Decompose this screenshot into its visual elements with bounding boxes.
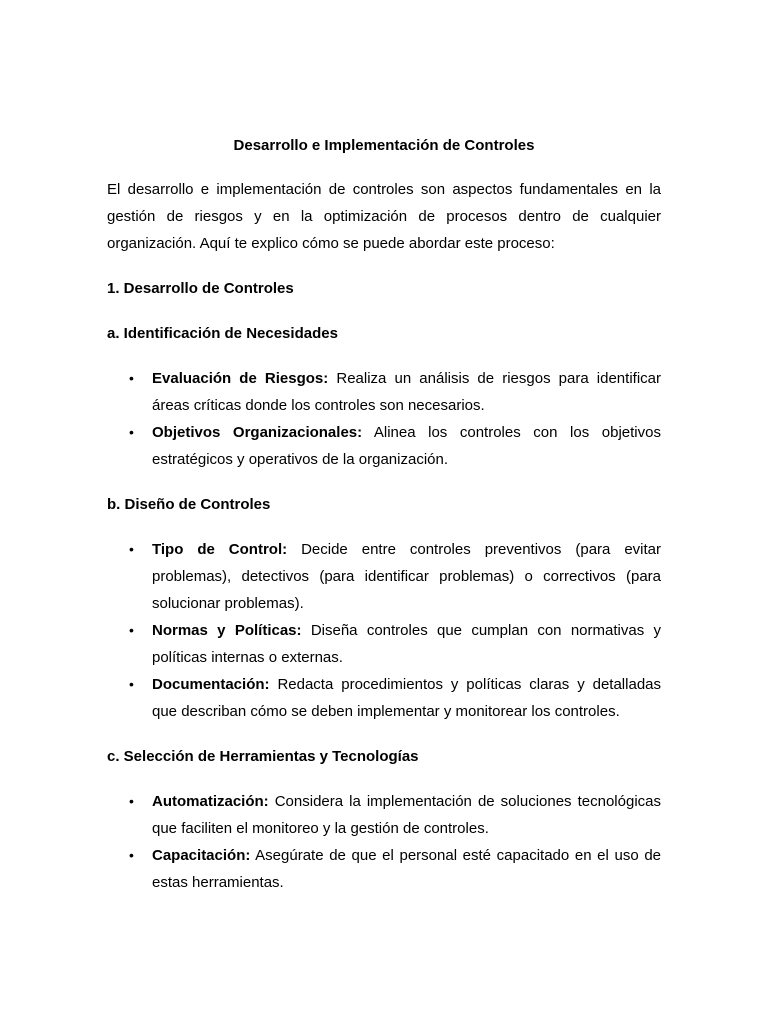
list-item-text: Redacta procedimientos y políticas claras y detalladas que describan cómo se deben implementar y monitorear los controles.	[152, 676, 661, 720]
bullet-icon: •	[129, 793, 134, 809]
list-item-text: Asegúrate de que el personal esté capacitado en el uso de estas herramientas.	[152, 847, 661, 891]
list-item-term: Normas y Políticas:	[152, 622, 302, 639]
list-item-term: Automatización:	[152, 793, 269, 810]
subsection-heading-identificacion: a. Identificación de Necesidades	[107, 325, 338, 342]
bullet-icon: •	[129, 370, 134, 386]
list-item	[107, 419, 661, 473]
bullet-icon: •	[129, 847, 134, 863]
list-item	[107, 536, 661, 617]
list-item	[107, 671, 661, 725]
document-title: Desarrollo e Implementación de Controles	[233, 137, 535, 154]
list-item-term: Tipo de Control:	[152, 541, 288, 558]
subsection-heading-diseno: b. Diseño de Controles	[107, 496, 271, 513]
list-item-text: Diseña controles que cumplan con normativas y políticas internas o externas.	[152, 622, 662, 666]
list-item-text: Realiza un análisis de riesgos para identificar áreas críticas donde los controles son necesarios.	[152, 370, 661, 414]
bullet-icon: •	[129, 676, 134, 692]
bullet-icon: •	[129, 424, 134, 440]
list-item	[107, 617, 661, 671]
list-item-text: Considera la implementación de soluciones tecnológicas que faciliten el monitoreo y la gestión de controles.	[152, 793, 661, 837]
list-item-term: Documentación:	[152, 676, 270, 693]
list-item-term: Evaluación de Riesgos:	[152, 370, 329, 387]
document-page	[107, 132, 661, 914]
list-item	[107, 842, 661, 896]
bullet-list-identificacion	[107, 365, 661, 473]
list-item	[107, 365, 661, 419]
bullet-list-diseno	[107, 536, 661, 725]
list-item-term: Capacitación:	[152, 847, 251, 864]
section-heading-desarrollo: 1. Desarrollo de Controles	[107, 280, 294, 297]
bullet-list-herramientas	[107, 788, 661, 896]
list-item-text: Alinea los controles con los objetivos estratégicos y operativos de la organización.	[152, 424, 661, 468]
list-item-term: Objetivos Organizacionales:	[152, 424, 363, 441]
list-item	[107, 788, 661, 842]
intro-paragraph: El desarrollo e implementación de controles son aspectos fundamentales en la gestión de riesgos y en la optimización de procesos dentro de cualquier organización. Aquí te explico cómo se puede abordar este proceso:	[107, 181, 661, 252]
list-item-text: Decide entre controles preventivos (para evitar problemas), detectivos (para identificar problemas) o correctivos (para solucionar problemas).	[152, 541, 662, 612]
bullet-icon: •	[129, 622, 134, 638]
bullet-icon: •	[129, 541, 134, 557]
subsection-heading-herramientas: c. Selección de Herramientas y Tecnologías	[107, 748, 419, 765]
